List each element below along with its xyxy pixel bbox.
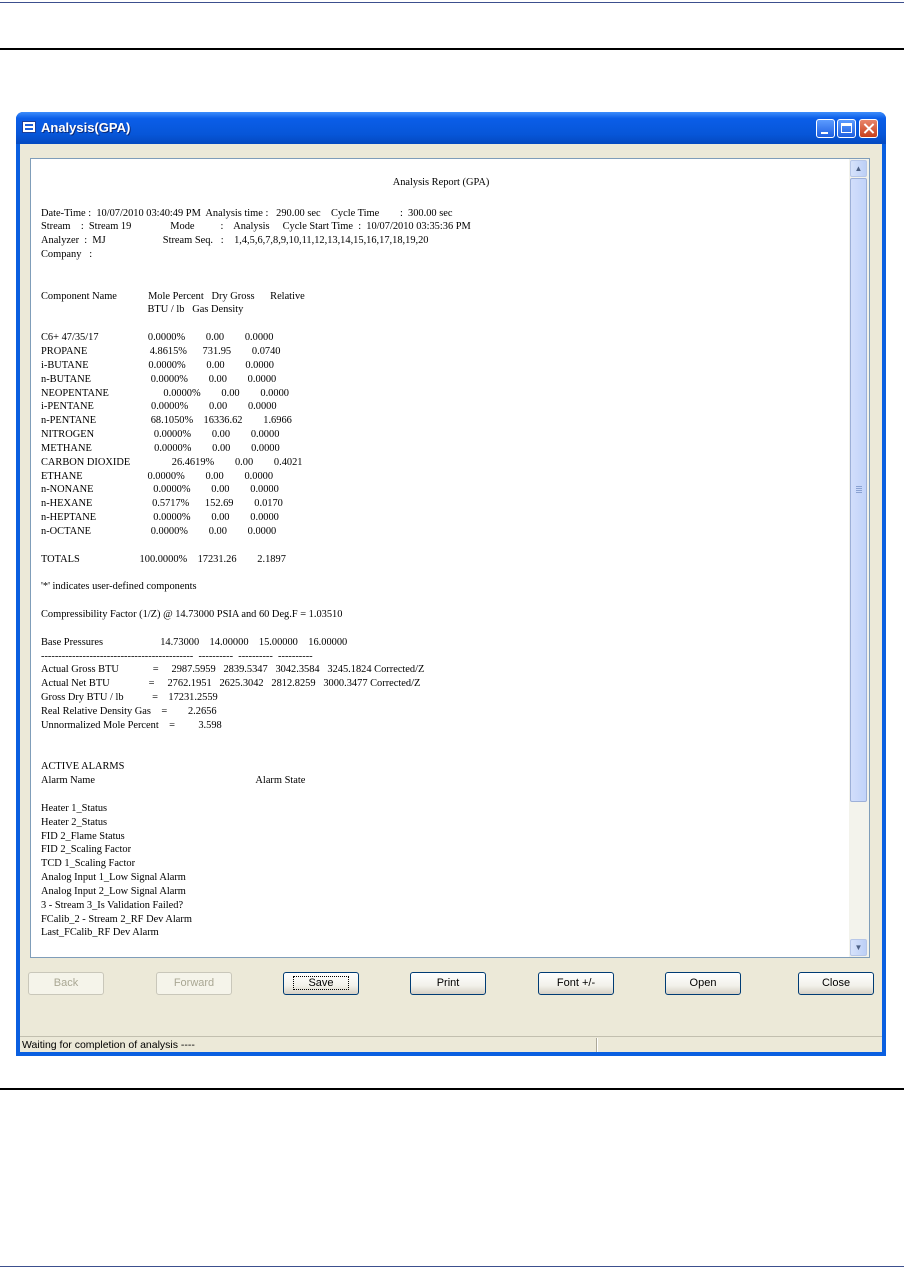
report-body: Date-Time : 10/07/2010 03:40:49 PM Analysis time : 290.00 sec Cycle Time : 300.00 sec Stream : Stream 19 Mode : Analysis Cycle Start Time : 10/07/2010 03:35:36 PM Analyzer : MJ Stream Seq. : 1,4,5,6,7,8,9,10,11,12,13,14,15,16,17,18,19,20 Company : Component Name Mole Percent Dry Gross Relative BTU / lb Gas Density C6+ 47/35/17 0.0000% 0.00 0.0000 PROPANE 4.8615% 731.95 0.0740 i-BUTANE 0.0000% 0.00 0.0000 n-BUTANE 0.0000% 0.00 0.0000 NEOPENTANE 0.0000% 0.00 0.0000 i-PENTANE 0.0000% 0.00 0.0000 n-PENTANE 68.1050% 16336.62 1.6966 NITROGEN 0.0000% 0.00 0.0000 METHANE 0.0000% 0.00 0.0000 CARBON DIOXIDE 26.4619% 0.00 0.4021 ETHANE 0.0000% 0.00 0.0000 n-NONANE 0.0000% 0.00 0.0000 n-HEXANE 0.5717% 152.69 0.0170 n-HEPTANE 0.0000% 0.00 0.0000 n-OCTANE 0.0000% 0.00 0.0000 TOTALS 100.0000% 17231.26 2.1897 '*' indicates user-defined components Compressibility Factor (1/Z) @ 14.73000 PSIA and 60 Deg.F = 1.03510 Base Pressures 14.73000 14.00000 15.00000 16.00000 -------------------------------------------- ---------- ---------- ---------- Actual Gross BTU = 2987.5959 2839.5347 3042.3584 3245.1824 Corrected/Z Actual Net BTU = 2762.1951 2625.3042 2812.8259 3000.3477 Corrected/Z Gross Dry BTU / lb = 17231.2559 Real Relative Density Gas = 2.2656 Unnormalized Mole Percent = 3.598 ACTIVE ALARMS Alarm Name Alarm State Heater 1_Status Heater 2_Status FID 2_Flame Status FID 2_Scaling Factor TCD 1_Scaling Factor Analog Input 1_Low Signal Alarm Analog Input 2_Low Signal Alarm 3 - Stream 3_Is Validation Failed? FCalib_2 - Stream 2_RF Dev Alarm Last_FCalib_RF Dev Alarm	[41, 207, 471, 939]
save-button[interactable]: Save	[283, 972, 359, 995]
page-bottom-rule	[0, 1088, 904, 1090]
window-client-area	[20, 144, 882, 1052]
close-button[interactable]: Close	[798, 972, 874, 995]
page-top-rule	[0, 48, 904, 50]
page-top-rule-blue	[0, 2, 904, 3]
app-window-icon[interactable]	[22, 121, 36, 133]
forward-button[interactable]: Forward	[156, 972, 232, 995]
title-bar[interactable]	[16, 112, 886, 144]
analysis-window	[16, 112, 886, 1056]
vertical-scrollbar[interactable]	[849, 159, 869, 957]
maximize-button[interactable]	[837, 119, 856, 138]
status-divider	[596, 1038, 598, 1052]
print-button[interactable]: Print	[410, 972, 486, 995]
back-button[interactable]: Back	[28, 972, 104, 995]
page-bottom-rule-blue	[0, 1266, 904, 1267]
minimize-button[interactable]	[816, 119, 835, 138]
grip-icon	[856, 486, 862, 494]
scroll-down-button[interactable]	[850, 939, 867, 956]
status-bar	[20, 1036, 882, 1052]
chevron-up-icon: ▲	[854, 164, 863, 173]
window-title: Analysis(GPA)	[41, 120, 131, 135]
font-size-button[interactable]: Font +/-	[538, 972, 614, 995]
report-title: Analysis Report (GPA)	[392, 177, 490, 188]
scroll-up-button[interactable]	[850, 160, 867, 177]
close-window-button[interactable]	[859, 119, 878, 138]
chevron-down-icon: ▼	[854, 943, 863, 952]
status-message: Waiting for completion of analysis ----	[22, 1039, 195, 1051]
scroll-thumb[interactable]	[850, 178, 867, 802]
report-viewer[interactable]	[30, 158, 870, 958]
open-button[interactable]: Open	[665, 972, 741, 995]
